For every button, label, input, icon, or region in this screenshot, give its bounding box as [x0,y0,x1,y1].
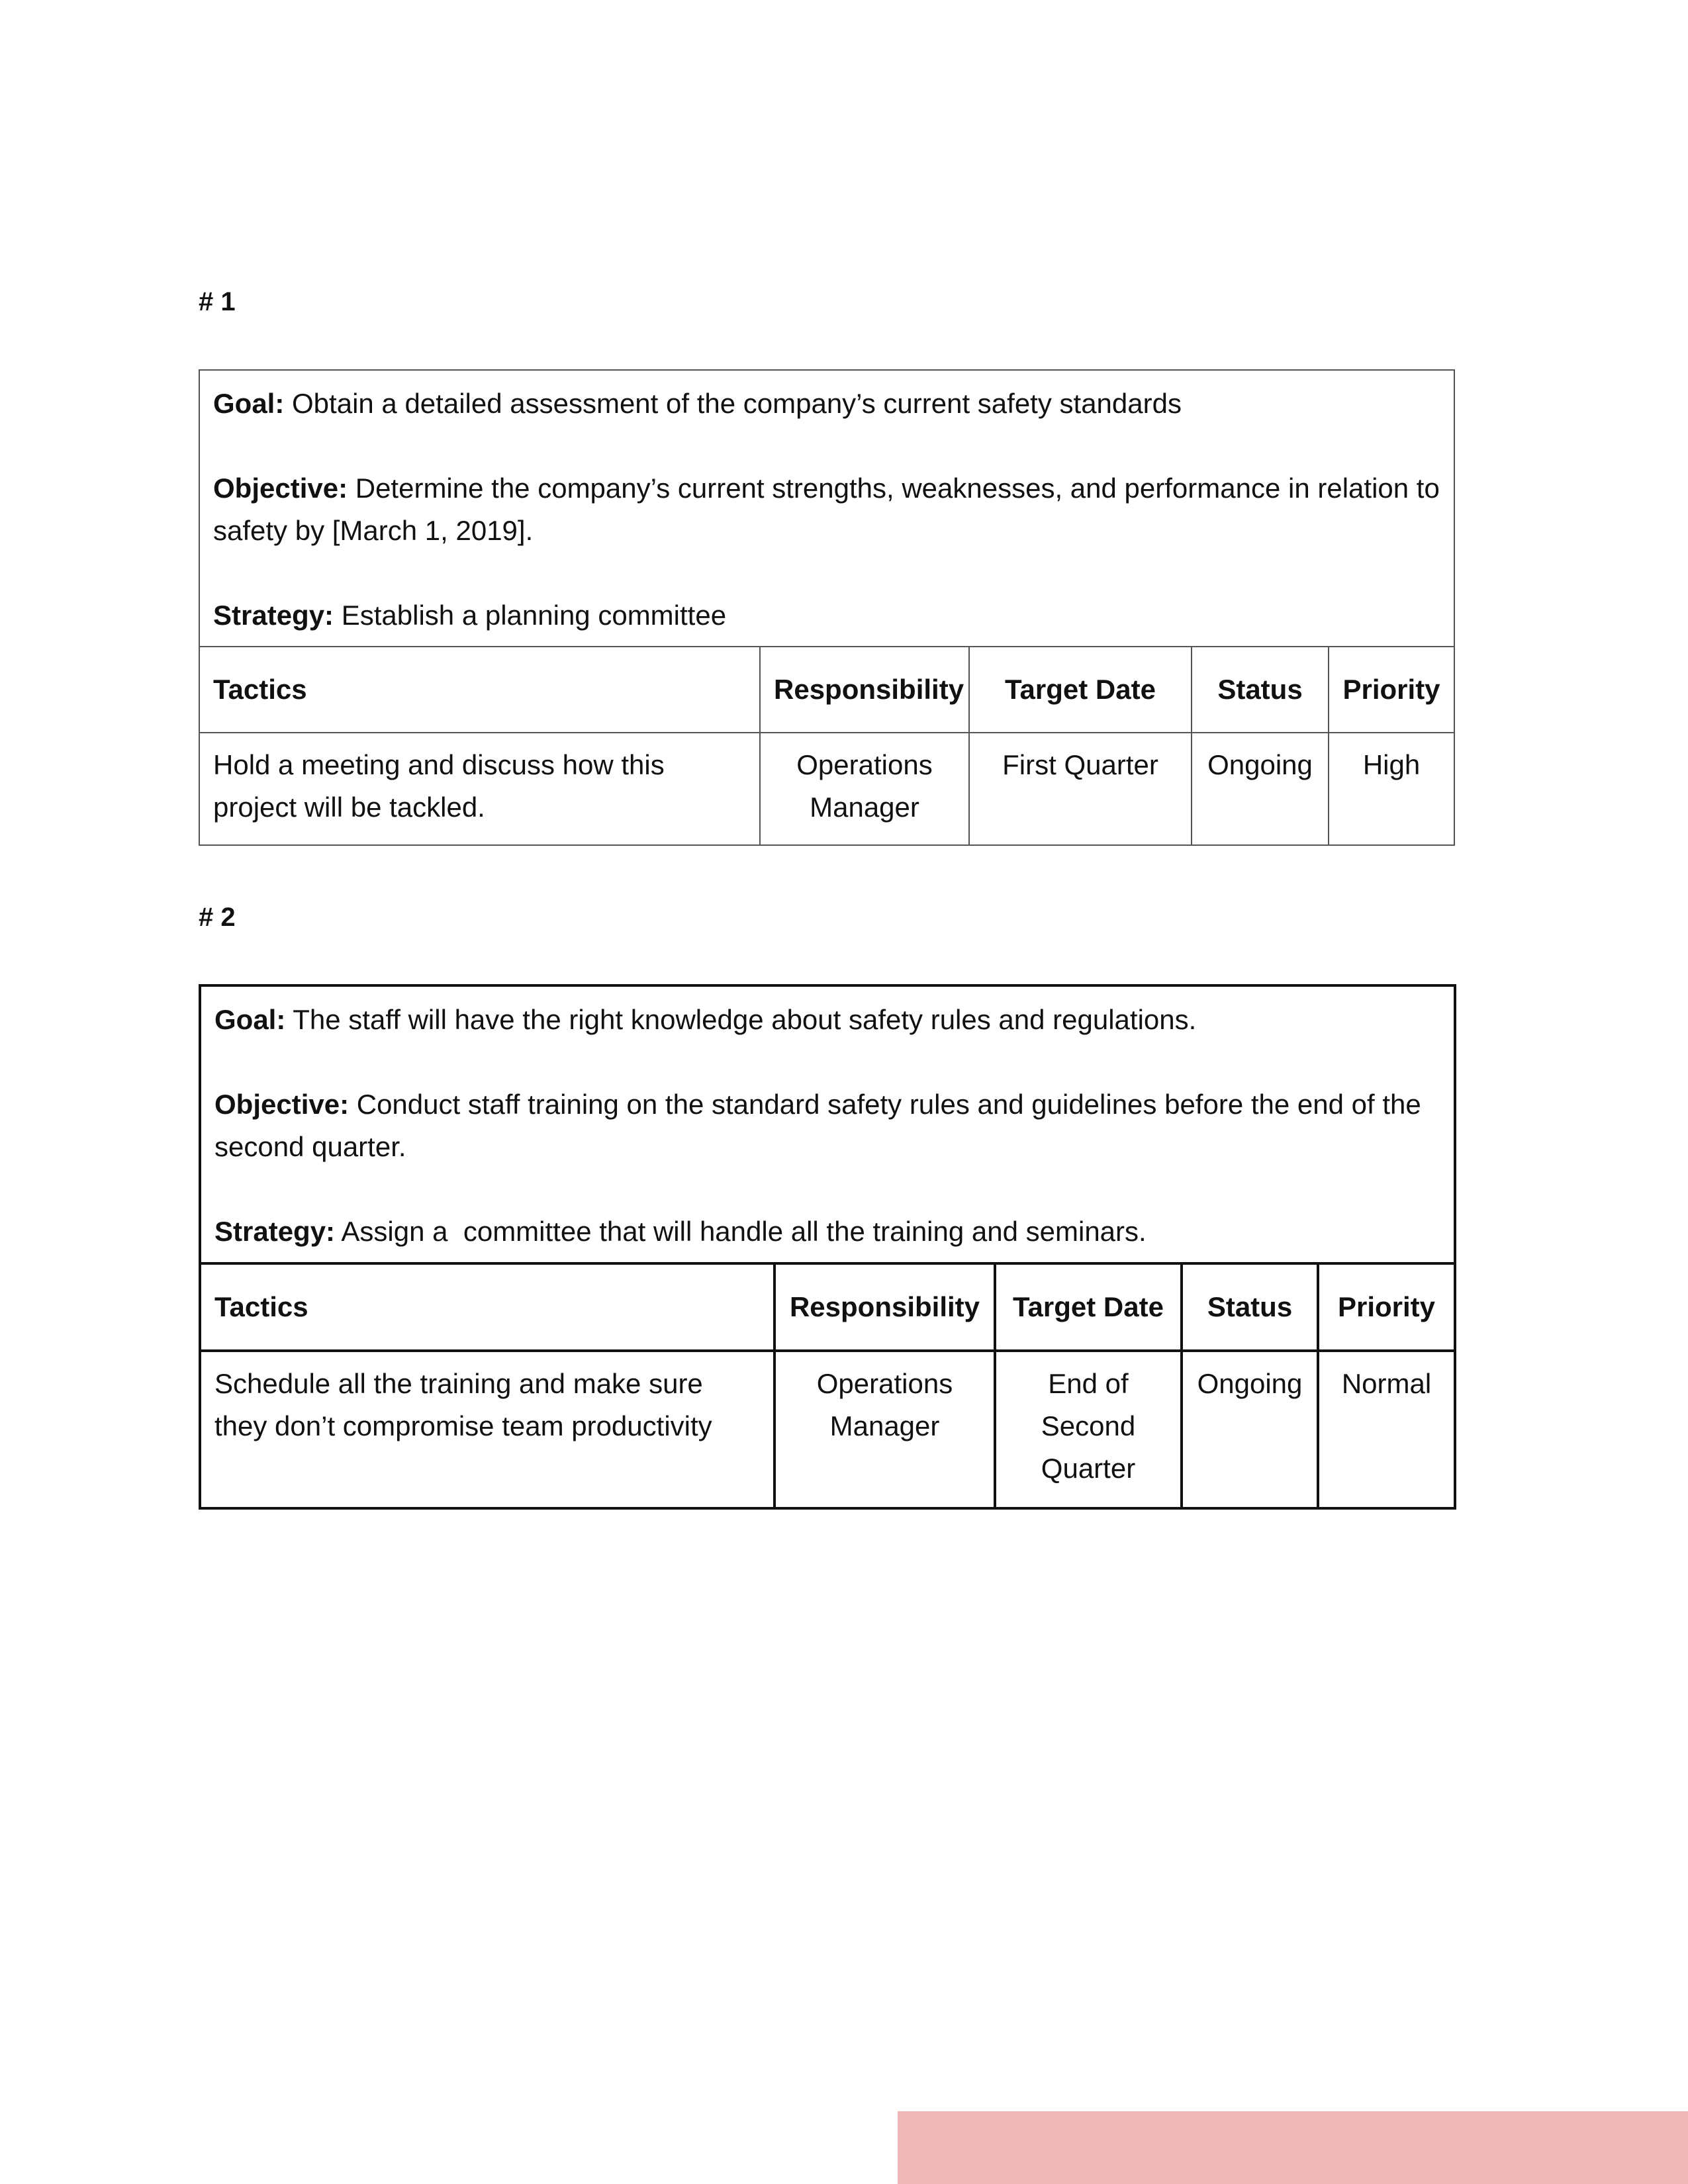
table-row [199,733,1454,845]
cell-responsibility: Operations Manager [774,1351,995,1508]
strategy-text: Assign a committee that will handle all the training and seminars. [335,1216,1147,1247]
plan-table-1 [199,369,1455,846]
goal-label: Goal: [214,1004,286,1035]
cell-status: Ongoing [1192,733,1329,845]
info-row [199,370,1454,647]
cell-target-date: First Quarter [969,733,1192,845]
cell-priority: Normal [1318,1351,1455,1508]
section-2-number: # 2 [199,903,236,932]
header-target-date: Target Date [969,647,1192,733]
table-header-row [200,1263,1455,1351]
info-cell [199,370,1454,647]
header-status: Status [1182,1263,1318,1351]
goal-label: Goal: [213,388,285,419]
header-priority: Priority [1318,1263,1455,1351]
cell-tactics: Hold a meeting and discuss how this project will be tackled. [199,733,760,845]
header-responsibility: Responsibility [774,1263,995,1351]
cell-status: Ongoing [1182,1351,1318,1508]
header-tactics: Tactics [199,647,760,733]
objective-label: Objective: [213,473,348,504]
strategy-text: Establish a planning committee [334,600,727,631]
goal-text: Obtain a detailed assessment of the company’s current safety standards [284,388,1182,419]
objective-label: Objective: [214,1089,350,1120]
objective-line [213,467,1440,552]
strategy-label: Strategy: [214,1216,336,1247]
plan-table-2 [199,984,1456,1510]
objective-text: Conduct staff training on the standard safety rules and guidelines before the end of the second quarter. [214,1089,1421,1162]
header-tactics: Tactics [200,1263,774,1351]
cell-priority: High [1329,733,1454,845]
table-header-row [199,647,1454,733]
header-target-date: Target Date [995,1263,1182,1351]
header-responsibility: Responsibility [760,647,969,733]
info-row [200,985,1455,1263]
cell-target-date: End of Second Quarter [995,1351,1182,1508]
strategy-label: Strategy: [213,600,334,631]
table-row [200,1351,1455,1508]
footer-accent-band [898,2111,1688,2184]
info-cell [200,985,1455,1263]
header-status: Status [1192,647,1329,733]
strategy-line [213,594,1440,637]
section-1-number: # 1 [199,287,236,316]
cell-responsibility: Operations Manager [760,733,969,845]
goal-line [214,999,1440,1041]
goal-line [213,383,1440,425]
cell-tactics: Schedule all the training and make sure they don’t compromise team productivity [200,1351,774,1508]
header-priority: Priority [1329,647,1454,733]
objective-line [214,1083,1440,1168]
goal-text: The staff will have the right knowledge about safety rules and regulations. [285,1004,1197,1035]
strategy-line [214,1210,1440,1253]
objective-text: Determine the company’s current strengths, weaknesses, and performance in relation to safety by [March 1, 2019]. [213,473,1440,546]
